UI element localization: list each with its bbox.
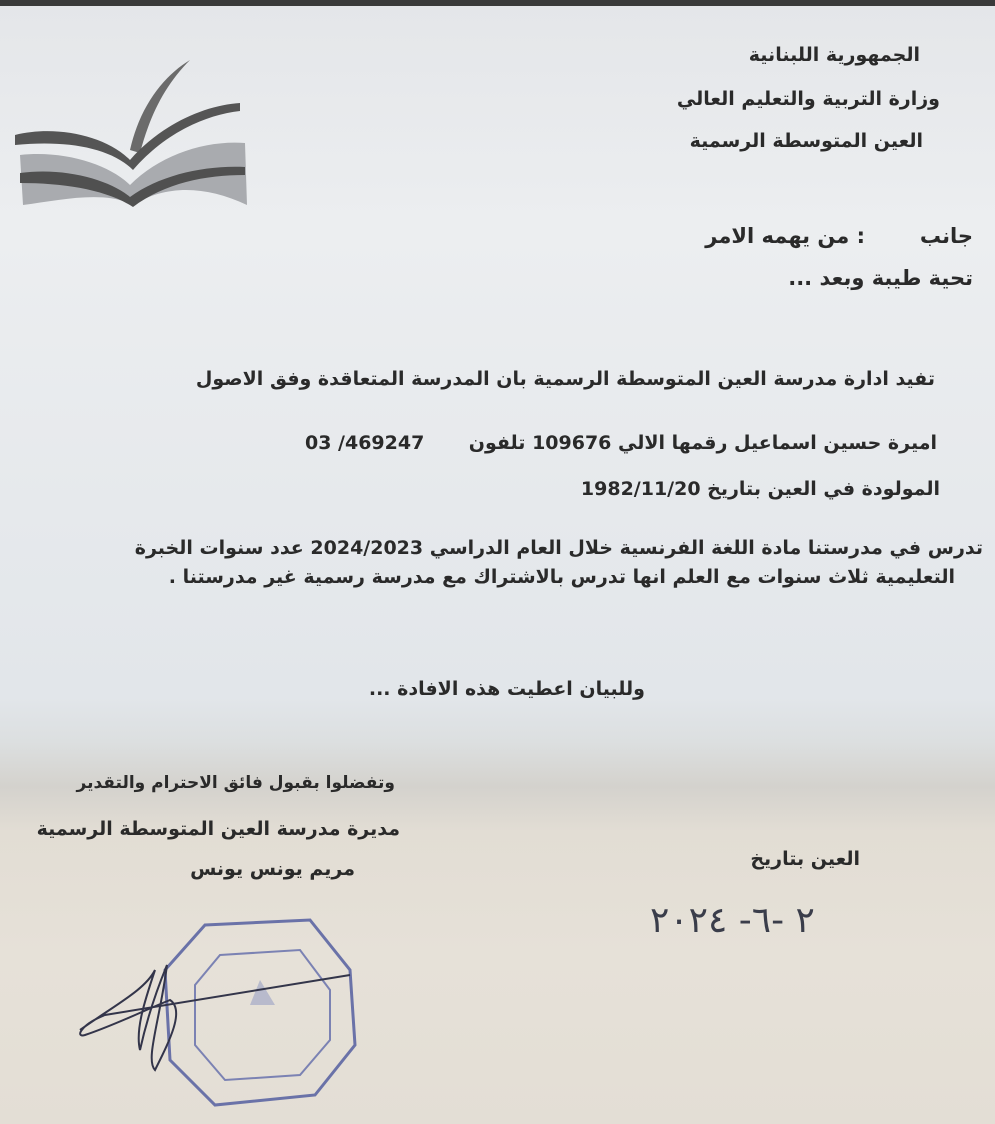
body-line-2: اميرة حسين اسماعيل رقمها الالي 109676 تلفون	[468, 432, 937, 454]
header-ministry: وزارة التربية والتعليم العالي	[676, 88, 940, 110]
signature-regards: وتفضلوا بقبول فائق الاحترام والتقدير	[76, 773, 395, 793]
addressee-label: جانب	[919, 224, 973, 248]
photo-edge	[0, 0, 995, 6]
body-line-3: المولودة في العين بتاريخ 1982/11/20	[580, 478, 940, 500]
closing-statement: وللبيان اعطيت هذه الافادة ...	[368, 678, 645, 700]
body-line-4: تدرس في مدرستنا مادة اللغة الفرنسية خلال العام الدراسي 2024/2023 عدد سنوات الخبرة	[134, 537, 983, 559]
signature-name: مريم يونس يونس	[190, 858, 355, 880]
body-phone: 03 /469247	[305, 432, 425, 454]
header-school: العين المتوسطة الرسمية	[689, 130, 923, 152]
open-book-icon	[15, 55, 250, 215]
greeting: تحية طيبة وبعد ...	[788, 266, 973, 290]
body-line-1: تفيد ادارة مدرسة العين المتوسطة الرسمية بان المدرسة المتعاقدة وفق الاصول	[195, 368, 935, 390]
signature-title: مديرة مدرسة العين المتوسطة الرسمية	[36, 818, 400, 840]
addressee-value: : من يهمه الامر	[705, 224, 865, 248]
signature-scribble	[80, 965, 350, 1070]
handwritten-date: ٢٠٢٤ -٦- ٢	[650, 900, 815, 941]
date-label: العين بتاريخ	[750, 848, 860, 870]
official-stamp	[75, 910, 375, 1120]
header-republic: الجمهورية اللبنانية	[748, 44, 920, 66]
body-line-5: التعليمية ثلاث سنوات مع العلم انها تدرس بالاشتراك مع مدرسة رسمية غير مدرستنا .	[168, 566, 955, 588]
